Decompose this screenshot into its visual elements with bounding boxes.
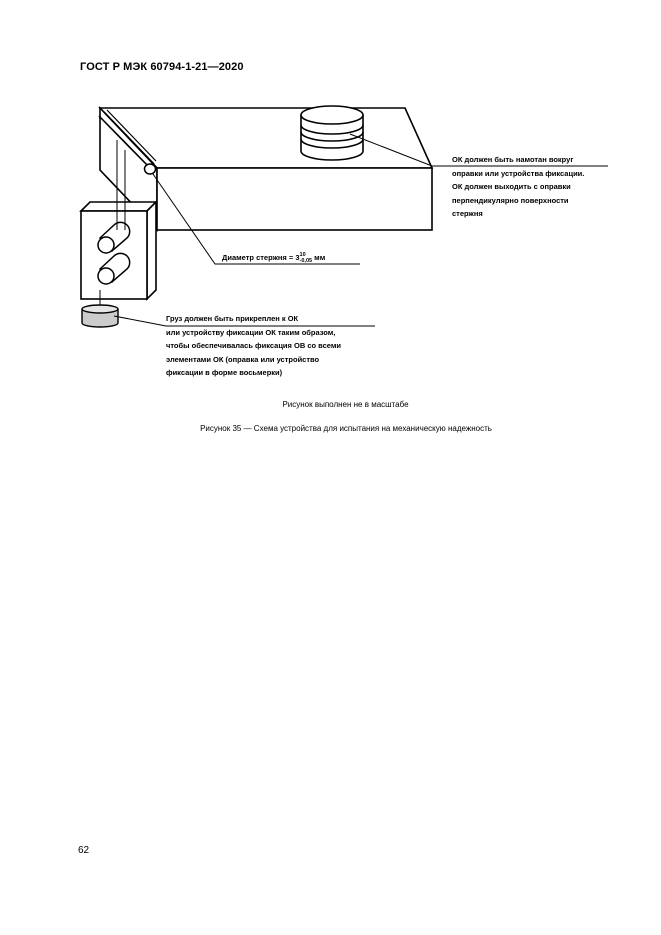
weight: [82, 305, 118, 327]
document-header: ГОСТ Р МЭК 60794-1-21—2020: [80, 61, 244, 73]
label-weight-attached: Груз должен быть прикреплен к ОК или устройству фиксации ОК таким образом, чтобы обеспечивалась фиксация ОВ со всеми элементами ОК (оправка или устройство фиксации в форме восьмерки): [166, 314, 341, 377]
scale-note: Рисунок выполнен не в масштабе: [282, 400, 409, 409]
figure-caption: Рисунок 35 — Схема устройства для испытания на механическую надежность: [200, 424, 492, 433]
fixing-box: [81, 202, 156, 299]
label-rod-diameter: Диаметр стержня = 3 10 -0,05 мм: [222, 252, 326, 265]
label-cable-wound: ОК должен быть намотан вокруг оправки или устройства фиксации. ОК должен выходить с оправки перпендикулярно поверхности стержня: [452, 155, 585, 218]
rod-end: [145, 164, 156, 174]
cable-spool: [301, 106, 363, 160]
page-number: 62: [78, 845, 90, 856]
